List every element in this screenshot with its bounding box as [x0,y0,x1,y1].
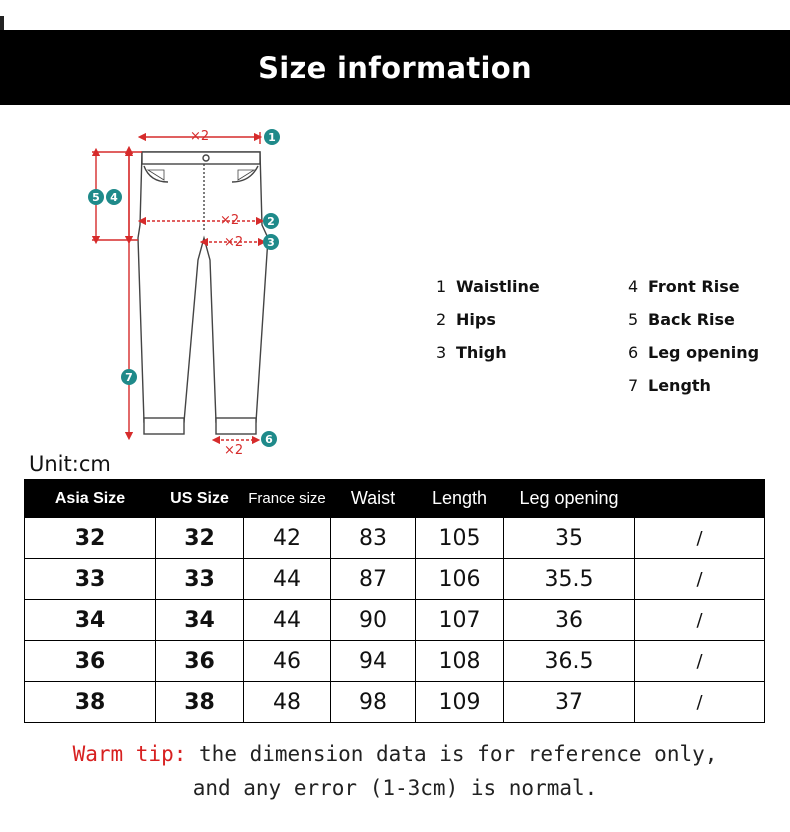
page-title: Size information [258,50,532,85]
table-row [25,600,765,641]
legend-item [628,336,759,369]
cell-waist: 87 [331,559,416,600]
badge-1-number: 1 [268,131,276,144]
tip-label: Warm tip: [72,742,187,766]
legend-item [628,369,759,402]
cell-asia-size: 38 [25,682,156,723]
cell-extra: / [635,682,765,723]
tip-line-1 [0,737,790,771]
pants-illustration [78,120,298,465]
legend-item [436,270,540,303]
table-row [25,518,765,559]
cell-length: 107 [416,600,504,641]
legend-item [628,270,759,303]
legend-label: Front Rise [648,277,740,296]
warm-tip [0,737,790,805]
table-row [25,682,765,723]
cell-us-size: 33 [156,559,244,600]
multiplier-label: ×2 [224,443,244,458]
table-row [25,641,765,682]
unit-label: Unit:cm [29,452,111,476]
legend-label: Length [648,376,711,395]
legend-number: 4 [628,277,639,296]
cell-extra: / [635,641,765,682]
table-row [25,559,765,600]
tip-text-1: the dimension data is for reference only, [199,742,718,766]
cell-asia-size: 36 [25,641,156,682]
legend-column-left [436,270,540,369]
header-leg-opening: Leg opening [504,480,635,518]
cell-asia-size: 33 [25,559,156,600]
legend-number: 7 [628,376,639,395]
cell-extra: / [635,559,765,600]
cell-length: 106 [416,559,504,600]
header-length: Length [416,480,504,518]
multiplier-label: ×2 [220,213,240,228]
tip-line-2: and any error (1-3cm) is normal. [192,776,598,800]
size-table [24,479,765,723]
cell-length: 108 [416,641,504,682]
cell-waist: 94 [331,641,416,682]
cell-france-size: 48 [244,682,331,723]
legend-number: 2 [436,310,447,329]
pants-diagram [78,120,298,465]
legend-label: Back Rise [648,310,735,329]
legend-number: 5 [628,310,639,329]
cell-waist: 83 [331,518,416,559]
cell-france-size: 42 [244,518,331,559]
legend-label: Waistline [456,277,540,296]
cell-extra: / [635,518,765,559]
legend-item [436,303,540,336]
cell-asia-size: 32 [25,518,156,559]
cell-us-size: 32 [156,518,244,559]
badge-3-number: 3 [267,236,275,249]
table-header-row [25,480,765,518]
legend-number: 3 [436,343,447,362]
legend-column-right [628,270,759,402]
pants-outline [138,152,268,434]
badge-4-number: 4 [110,191,118,204]
cell-france-size: 44 [244,600,331,641]
cell-waist: 90 [331,600,416,641]
cell-extra: / [635,600,765,641]
legend-number: 6 [628,343,639,362]
cell-leg-opening: 35.5 [504,559,635,600]
cell-waist: 98 [331,682,416,723]
cell-asia-size: 34 [25,600,156,641]
badge-2-number: 2 [267,215,275,228]
cell-us-size: 34 [156,600,244,641]
badge-6-number: 6 [265,433,273,446]
badge-5-number: 5 [92,191,100,204]
cell-leg-opening: 37 [504,682,635,723]
cell-us-size: 36 [156,641,244,682]
header-france-size: France size [244,480,331,518]
multiplier-label: ×2 [190,129,210,144]
cell-us-size: 38 [156,682,244,723]
cell-france-size: 46 [244,641,331,682]
badge-7-number: 7 [125,371,133,384]
measurement-legend [430,270,790,410]
header-waist: Waist [331,480,416,518]
header-us-size: US Size [156,480,244,518]
header-bar [0,30,790,105]
cell-leg-opening: 36 [504,600,635,641]
cell-leg-opening: 35 [504,518,635,559]
legend-item [628,303,759,336]
header-asia-size: Asia Size [25,480,156,518]
legend-item [436,336,540,369]
header-blank [635,480,765,518]
legend-number: 1 [436,277,447,296]
multiplier-label: ×2 [224,235,244,250]
cell-france-size: 44 [244,559,331,600]
legend-label: Leg opening [648,343,760,362]
legend-label: Hips [456,310,496,329]
cell-length: 109 [416,682,504,723]
cell-leg-opening: 36.5 [504,641,635,682]
legend-label: Thigh [456,343,507,362]
cell-length: 105 [416,518,504,559]
